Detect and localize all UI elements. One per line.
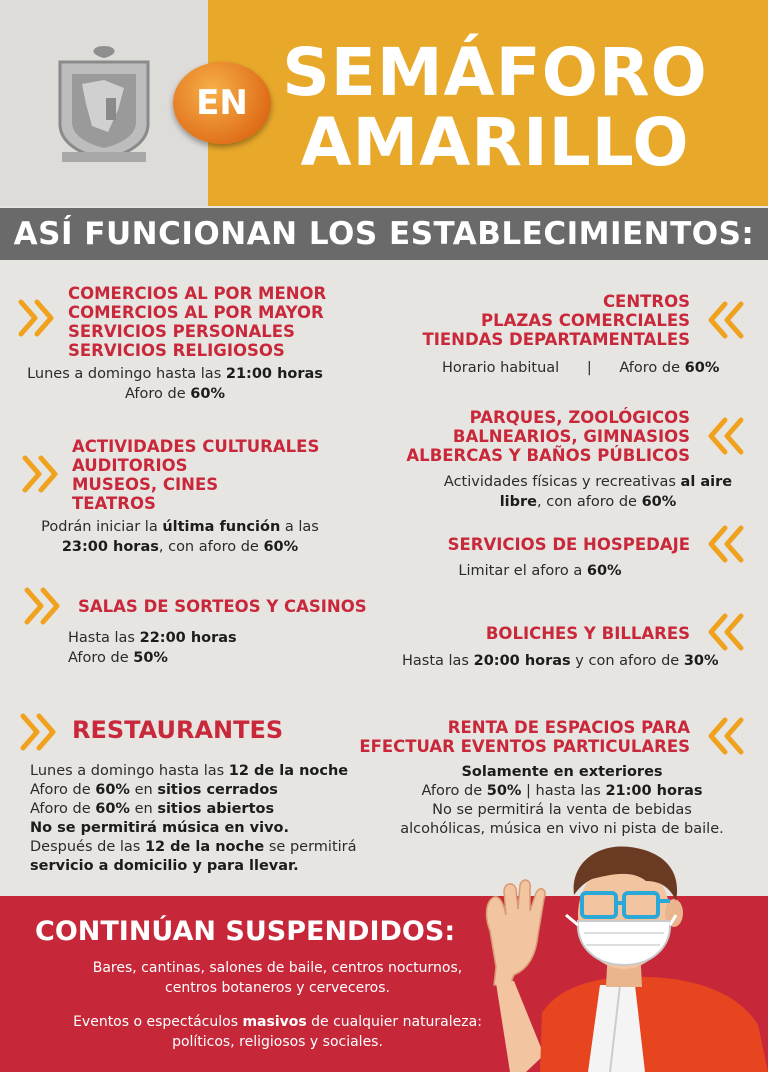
desc-restaurantes: Lunes a domingo hasta las 12 de la noche Aforo de 60% en sitios cerrados Aforo de 60% en sitios abiertos No se permitirá música en vivo. Después de las 12 de la noche se permitirá servicio a domicilio y para llevar.	[30, 763, 357, 874]
desc-comercios: Lunes a domingo hasta las 21:00 horas Aforo de 60%	[27, 366, 323, 402]
category-culturales	[72, 437, 319, 513]
category-line: COMERCIOS AL POR MENOR	[68, 284, 327, 303]
municipal-seal-icon	[52, 40, 156, 164]
desc-hospedaje: Limitar el aforo a 60%	[458, 563, 622, 579]
category-line: PARQUES, ZOOLÓGICOS	[469, 408, 690, 427]
double-chevron-left-icon	[704, 716, 744, 756]
category-title: SERVICIOS DE HOSPEDAJE	[447, 535, 690, 554]
category-boliches	[486, 624, 690, 643]
desc-boliches: Hasta las 20:00 horas y con aforo de 30%	[402, 653, 719, 669]
category-line: MUSEOS, CINES	[72, 475, 219, 494]
double-chevron-left-icon	[704, 612, 744, 652]
double-chevron-right-icon	[24, 586, 64, 626]
title-amarillo: AMARILLO	[300, 104, 690, 181]
desc-eventos: Solamente en exteriores Aforo de 50% | hasta las 21:00 horas No se permitirá la venta de bebidas alcohólicas, música en vivo ni pista de baile.	[400, 764, 724, 837]
category-restaurantes	[72, 716, 283, 744]
category-line: RENTA DE ESPACIOS PARA	[447, 718, 690, 737]
category-line: ACTIVIDADES CULTURALES	[72, 437, 320, 456]
desc-centros: Horario habitual | Aforo de 60%	[442, 360, 720, 376]
desc-culturales: Podrán iniciar la última función a las 23:00 horas, con aforo de 60%	[41, 519, 319, 555]
double-chevron-right-icon	[18, 298, 58, 338]
suspendidos-paragraph-1: Bares, cantinas, salones de baile, centros nocturnos, centros botaneros y cerveceros.	[92, 960, 463, 996]
masked-person-illustration	[470, 835, 768, 1072]
category-line: AUDITORIOS	[72, 456, 188, 475]
category-eventos	[359, 718, 690, 756]
category-title: BOLICHES Y BILLARES	[485, 624, 690, 643]
double-chevron-left-icon	[704, 300, 744, 340]
title-semaforo: SEMÁFORO	[282, 34, 708, 111]
category-comercios	[68, 284, 326, 360]
category-line: TIENDAS DEPARTAMENTALES	[422, 330, 690, 349]
desc-parques: Actividades físicas y recreativas al aire libre, con aforo de 60%	[443, 474, 733, 510]
category-line: BALNEARIOS, GIMNASIOS	[452, 427, 690, 446]
category-line: ALBERCAS Y BAÑOS PÚBLICOS	[406, 446, 690, 465]
category-line: CENTROS	[602, 292, 690, 311]
double-chevron-left-icon	[704, 416, 744, 456]
double-chevron-right-icon	[22, 454, 62, 494]
suspendidos-paragraph-2: Eventos o espectáculos masivos de cualquier naturaleza: políticos, religiosos y sociales.	[73, 1014, 482, 1050]
category-line: SERVICIOS PERSONALES	[68, 322, 295, 341]
category-line: PLAZAS COMERCIALES	[481, 311, 690, 330]
en-badge: EN	[173, 62, 271, 144]
category-line: SERVICIOS RELIGIOSOS	[68, 341, 285, 360]
suspendidos-title: CONTINÚAN SUSPENDIDOS:	[35, 916, 456, 947]
category-parques	[406, 408, 690, 465]
category-casinos	[78, 597, 367, 616]
category-hospedaje	[448, 535, 690, 554]
desc-casinos: Hasta las 22:00 horas Aforo de 50%	[68, 630, 237, 666]
category-title: RESTAURANTES	[72, 716, 284, 744]
category-centros	[422, 292, 690, 349]
subheading: ASÍ FUNCIONAN LOS ESTABLECIMIENTOS:	[13, 216, 755, 252]
category-line: COMERCIOS AL POR MAYOR	[68, 303, 324, 322]
double-chevron-left-icon	[704, 524, 744, 564]
category-line: EFECTUAR EVENTOS PARTICULARES	[359, 737, 690, 756]
category-title: SALAS DE SORTEOS Y CASINOS	[78, 597, 367, 616]
category-line: TEATROS	[72, 494, 156, 513]
double-chevron-right-icon	[20, 712, 60, 752]
